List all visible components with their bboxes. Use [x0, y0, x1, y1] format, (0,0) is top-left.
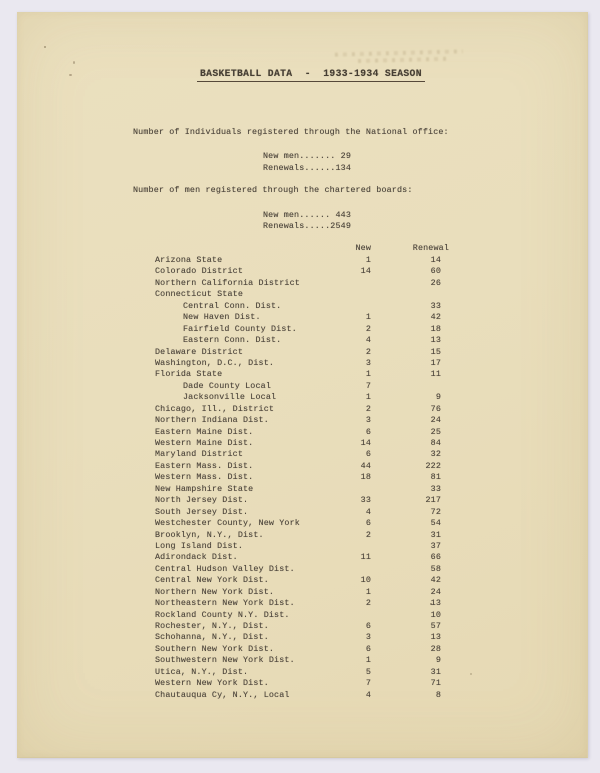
district-name: Colorado District: [155, 266, 243, 277]
district-name: Northern Indiana Dist.: [155, 415, 269, 426]
new-value: 1: [365, 655, 371, 666]
table-row: [17, 564, 587, 575]
district-name: Northern New York Dist.: [155, 586, 275, 597]
chartered-boards-new-men-line: New men...... 443: [263, 210, 351, 220]
table-row: [17, 484, 587, 495]
district-name: Southern New York Dist.: [155, 643, 275, 654]
renewal-value: 8: [435, 689, 441, 700]
renewal-value: 31: [430, 666, 441, 677]
renewal-value: 76: [430, 403, 441, 414]
bleed-through-line: [358, 57, 448, 63]
renewal-value: 11: [430, 369, 441, 380]
new-value: 6: [365, 621, 371, 631]
renewal-value: 42: [430, 575, 441, 586]
new-value: 1: [365, 392, 371, 403]
district-name: Rochester, N.Y., Dist.: [155, 621, 269, 631]
paper-speck: [69, 74, 72, 76]
renewal-value: 28: [430, 643, 441, 654]
new-value: 4: [365, 335, 371, 346]
table-row: [17, 392, 587, 403]
table-row: [17, 598, 587, 609]
table-row: [17, 667, 587, 678]
new-value: 18: [360, 472, 371, 483]
district-name: Delaware District: [155, 346, 243, 357]
renewal-value: 13: [430, 335, 441, 346]
table-row: [17, 530, 587, 541]
table-row: [17, 632, 587, 643]
paper-speck: [44, 46, 46, 48]
table-row: [17, 289, 587, 300]
district-name: Western Mass. Dist.: [155, 472, 254, 483]
chartered-boards-renewals-line: Renewals.....2549: [263, 221, 351, 231]
district-name: Schohanna, N.Y., Dist.: [155, 632, 269, 643]
renewal-value: 13: [430, 598, 441, 609]
district-name: Central New York Dist.: [155, 575, 269, 586]
renewal-value: 18: [430, 323, 441, 334]
renewal-value: 37: [430, 540, 441, 551]
renewal-value: 217: [425, 495, 441, 506]
table-row: [17, 381, 587, 392]
district-name: Western New York Dist.: [155, 678, 269, 689]
renewal-value: 84: [430, 438, 441, 448]
new-value: 1: [365, 312, 371, 323]
district-name: New Haven Dist.: [183, 312, 261, 323]
new-value: 14: [360, 266, 371, 277]
table-row: [17, 301, 587, 312]
table-row: [17, 552, 587, 563]
district-name: South Jersey Dist.: [155, 506, 249, 517]
new-value: 6: [365, 449, 371, 460]
district-name: Northeastern New York Dist.: [155, 598, 295, 609]
new-value: 10: [360, 575, 371, 586]
district-name: Arizona State: [155, 255, 223, 265]
new-value: 6: [365, 643, 371, 654]
renewal-value: 57: [430, 621, 441, 631]
new-value: 1: [365, 369, 371, 380]
district-name: Eastern Mass. Dist.: [155, 460, 254, 471]
table-row: [17, 690, 587, 701]
district-name: North Jersey Dist.: [155, 495, 249, 506]
renewal-value: 9: [435, 655, 441, 666]
renewal-value: 31: [430, 529, 441, 540]
renewal-value: 17: [430, 357, 441, 368]
table-row: [17, 541, 587, 552]
new-value: 5: [365, 666, 371, 677]
bleed-through-smudge: [335, 46, 463, 69]
new-value: 7: [365, 678, 371, 689]
renewal-value: 58: [430, 563, 441, 574]
district-name: Dade County Local: [183, 380, 271, 391]
table-row: [17, 255, 587, 266]
table-row: [17, 449, 587, 460]
table-row: [17, 575, 587, 586]
table-row: [17, 587, 587, 598]
table-row: [17, 427, 587, 438]
district-name: Washington, D.C., Dist.: [155, 357, 275, 368]
renewal-value: 71: [430, 678, 441, 689]
renewal-value: 33: [430, 300, 441, 311]
new-value: 3: [365, 357, 371, 368]
table-rows: [17, 255, 587, 701]
new-value: 1: [365, 586, 371, 597]
district-name: Chautauqua Cy, N.Y., Local: [155, 689, 290, 700]
new-value: 3: [365, 632, 371, 643]
new-value: 4: [365, 506, 371, 517]
renewal-value: 32: [430, 449, 441, 460]
table-row: [17, 404, 587, 415]
new-value: 11: [360, 552, 371, 563]
new-value: 3: [365, 415, 371, 426]
table-row: [17, 644, 587, 655]
column-header-new: New: [355, 243, 371, 253]
new-value: 14: [360, 438, 371, 448]
district-name: Southwestern New York Dist.: [155, 655, 295, 666]
district-name: Central Conn. Dist.: [183, 300, 282, 311]
table-row: [17, 347, 587, 358]
new-value: 2: [365, 346, 371, 357]
renewal-value: 42: [430, 312, 441, 323]
column-header-renewal: Renewal: [412, 243, 449, 253]
table-row: [17, 678, 587, 689]
table-row: [17, 507, 587, 518]
renewal-value: 24: [430, 415, 441, 426]
district-name: Florida State: [155, 369, 223, 380]
table-row: [17, 266, 587, 277]
new-value: 1: [365, 255, 371, 265]
renewal-value: 13: [430, 632, 441, 643]
document-page: [17, 12, 588, 758]
renewal-value: 222: [425, 460, 441, 471]
table-row: [17, 369, 587, 380]
national-office-heading: Number of Individuals registered through the National office:: [133, 127, 449, 137]
renewal-value: 33: [430, 483, 441, 494]
district-name: Utica, N.Y., Dist.: [155, 666, 249, 677]
district-name: Fairfield County Dist.: [183, 323, 297, 334]
table-row: [17, 472, 587, 483]
district-name: Connecticut State: [155, 289, 243, 300]
new-value: 44: [360, 460, 371, 471]
table-row: [17, 438, 587, 449]
new-value: 6: [365, 518, 371, 529]
table-row: [17, 461, 587, 472]
renewal-value: 72: [430, 506, 441, 517]
renewal-value: 15: [430, 346, 441, 357]
table-row: [17, 324, 587, 335]
renewal-value: 81: [430, 472, 441, 483]
bleed-through-line: [335, 49, 463, 56]
district-name: Northern California District: [155, 277, 300, 288]
new-value: 2: [365, 598, 371, 609]
table-row: [17, 335, 587, 346]
district-name: Eastern Conn. Dist.: [183, 335, 282, 346]
district-name: Rockland County N.Y. Dist.: [155, 609, 290, 620]
renewal-value: 66: [430, 552, 441, 563]
table-row: [17, 415, 587, 426]
renewal-value: 54: [430, 518, 441, 529]
renewal-value: 60: [430, 266, 441, 277]
district-name: Westchester County, New York: [155, 518, 300, 529]
table-header: [17, 243, 587, 255]
table-row: [17, 495, 587, 506]
new-value: 2: [365, 529, 371, 540]
paper-speck: [73, 61, 75, 64]
new-value: 7: [365, 380, 371, 391]
new-value: 2: [365, 323, 371, 334]
renewal-value: 14: [430, 255, 441, 265]
district-name: Long Island Dist.: [155, 540, 243, 551]
national-office-new-men-line: New men....... 29: [263, 151, 351, 161]
district-name: Central Hudson Valley Dist.: [155, 563, 295, 574]
national-office-renewals-line: Renewals......134: [263, 163, 351, 173]
district-name: Brooklyn, N.Y., Dist.: [155, 529, 264, 540]
district-name: Western Maine Dist.: [155, 438, 254, 448]
new-value: 2: [365, 403, 371, 414]
table-row: [17, 278, 587, 289]
new-value: 33: [360, 495, 371, 506]
table-row: [17, 518, 587, 529]
district-name: Chicago, Ill., District: [155, 403, 275, 414]
district-name: Eastern Maine Dist.: [155, 426, 254, 437]
new-value: 4: [365, 689, 371, 700]
renewal-value: 25: [430, 426, 441, 437]
table-row: [17, 621, 587, 632]
table-row: [17, 358, 587, 369]
chartered-boards-heading: Number of men registered through the chartered boards:: [133, 185, 413, 195]
table-row: [17, 610, 587, 621]
table-row: [17, 312, 587, 323]
district-name: Maryland District: [155, 449, 243, 460]
new-value: 6: [365, 426, 371, 437]
district-name: Adirondack Dist.: [155, 552, 238, 563]
renewal-value: 9: [435, 392, 441, 403]
renewal-value: 24: [430, 586, 441, 597]
page-title: BASKETBALL DATA - 1933-1934 SEASON: [197, 68, 425, 82]
renewal-value: 10: [430, 609, 441, 620]
renewal-value: 26: [430, 277, 441, 288]
table-row: [17, 655, 587, 666]
district-name: New Hampshire State: [155, 483, 254, 494]
district-name: Jacksonville Local: [183, 392, 277, 403]
